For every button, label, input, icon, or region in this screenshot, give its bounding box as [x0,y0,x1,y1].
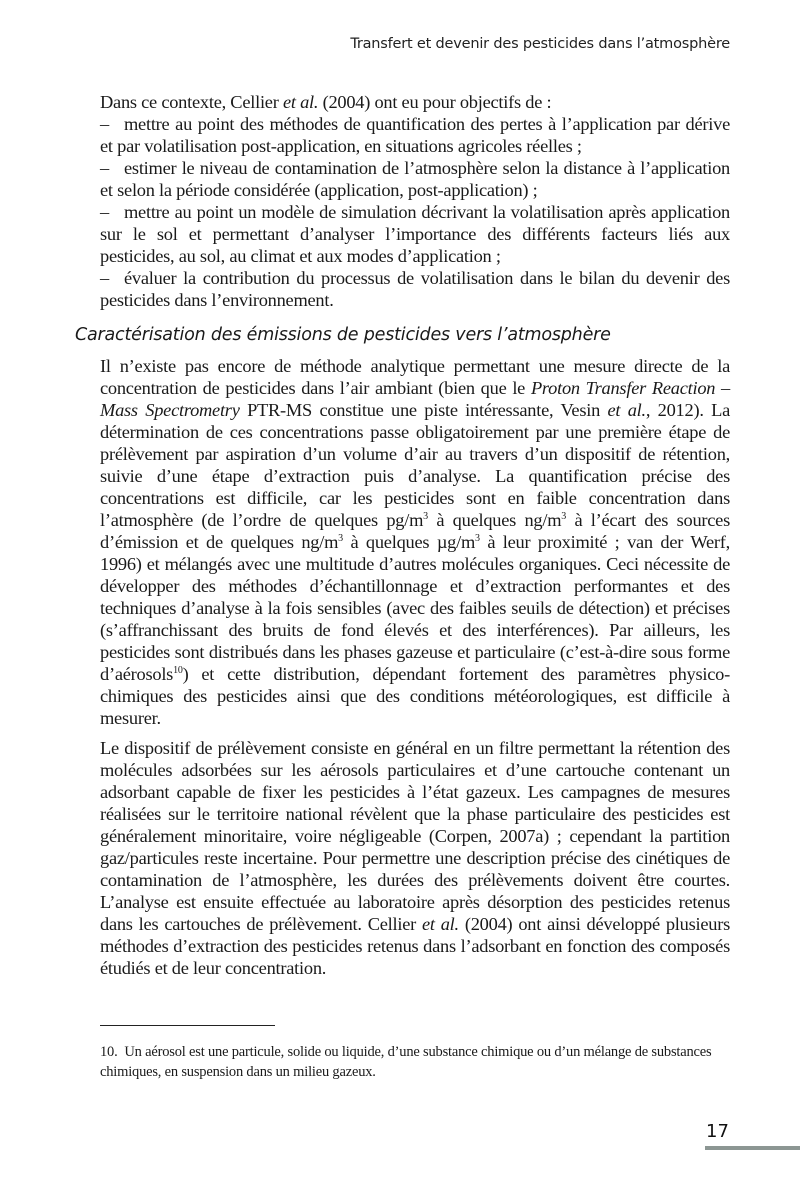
objective-text: mettre au point un modèle de simulation décrivant la volatilisation après application sur le sol et permettant d’analyser l’importance des différents facteurs liés aux pesticides, au sol, au climat et aux modes d’application ; [100,202,730,266]
text-run: à quelques ng/m [427,510,562,530]
objective-bullet [100,113,730,157]
citation-italic: et al. [421,914,459,934]
superscript: 3 [338,533,343,544]
dash-bullet-icon: – [100,158,109,178]
footnote-text: Un aérosol est une particule, solide ou liquide, d’une substance chimique ou d’un mélange de substances chimiques, en suspension dans un milieu gazeux. [100,1044,712,1080]
footnote [100,1042,740,1082]
text-run: Le dispositif de prélèvement consiste en général en un filtre permettant la rétention des molécules adsorbées sur les aérosols particulaires et d’une cartouche contenant un adsorbant capable de fixer les pesticides à l’état gazeux. Les campagnes de mesures réalisées sur le territoire national révèlent que la phase particulaire des pesticides est généralement minoritaire, voire négligeable (Corpen, 2007a) ; cependant la partition gaz/particules reste incertaine. Pour permettre une description précise des cinétiques de contamination de l’atmosphère, les durées des prélèvements doivent être courtes. L’analyse est ensuite effectuée au laboratoire après désorption des pesticides retenus dans les cartouches de prélèvement. Cellier [100,738,730,934]
intro-lead-text-end: (2004) ont eu pour objectifs de : [318,92,552,112]
page-number: 17 [706,1121,729,1142]
text-run: Il n’existe pas encore de méthode analytique permettant une mesure directe de la concentration de pesticides dans l’air ambiant (bien que le [100,356,730,398]
intro-section [100,91,730,311]
intro-lead-text: Dans ce contexte, Cellier [100,92,283,112]
objective-bullet [100,157,730,201]
objective-text: évaluer la contribution du processus de volatilisation dans le bilan du devenir des pesticides dans l’environnement. [100,268,730,310]
text-run: à l’écart des sources d’émission et de quelques ng/m [100,510,731,552]
text-run: à leur proximité ; van der Werf, 1996) et mélangés avec une multitude d’autres molécules organiques. Ceci nécessite de développer des méthodes d’échantillonnage et d’extraction performantes et des techniques d’analyse à la fois sensibles (avec des faibles seuils de détection) et précises (s’affranchissant des bruits de fond élevés et des interférences). Par ailleurs, les pesticides sont distribués dans les phases gazeuse et particulaire (c’est-à-dire sous forme d’aérosols [100,532,730,684]
section-body [100,355,730,987]
paragraph-1 [100,355,730,729]
objective-text: mettre au point des méthodes de quantification des pertes à l’application par dérive et par volatilisation post-application, en situations agricoles réelles ; [100,114,730,156]
dash-bullet-icon: – [100,268,109,288]
text-run: , 2012). La détermination de ces concentrations passe obligatoirement par une première étape de prélèvement par aspiration d’un volume d’air au travers d’un dispositif de rétention, suivie d’une étape d’extraction puis d’analyse. La quantification précise des concentrations est difficile, car les pesticides sont en faible concentration dans l’atmosphère (de l’ordre de quelques pg/m [100,400,730,530]
superscript: 3 [475,533,480,544]
superscript: 3 [423,511,428,522]
paragraph-2 [100,737,730,979]
dash-bullet-icon: – [100,114,109,134]
citation-italic: et al. [607,400,646,420]
text-run: à quelques µg/m [342,532,476,552]
italic-term: Proton Transfer Reaction – Mass Spectrometry [100,378,731,420]
dash-bullet-icon: – [100,202,109,222]
intro-lead [100,91,730,113]
footnote-reference[interactable]: 10 [173,665,183,676]
citation-italic: et al. [282,92,319,112]
page-number-bar [705,1146,800,1150]
text-run: ) et cette distribution, dépendant fortement des paramètres physico-chimiques des pesticides ainsi que des conditions météorologiques, est difficile à mesurer. [100,664,730,728]
footnote-number: 10. [100,1044,118,1060]
objective-bullet [100,201,730,267]
footnote-divider [100,1025,275,1026]
text-run: PTR-MS constitue une piste intéressante, Vesin [239,400,608,420]
running-header-title: Transfert et devenir des pesticides dans l’atmosphère [350,36,730,52]
text-run: (2004) ont ainsi développé plusieurs méthodes d’extraction des pesticides retenus dans l’adsorbant en fonction des composés étudiés et de leur concentration. [100,914,730,978]
superscript: 3 [561,511,567,522]
objective-bullet [100,267,730,311]
section-heading: Caractérisation des émissions de pesticides vers l’atmosphère [75,325,611,345]
objective-text: estimer le niveau de contamination de l’atmosphère selon la distance à l’application et selon la période considérée (application, post-application) ; [100,158,730,200]
